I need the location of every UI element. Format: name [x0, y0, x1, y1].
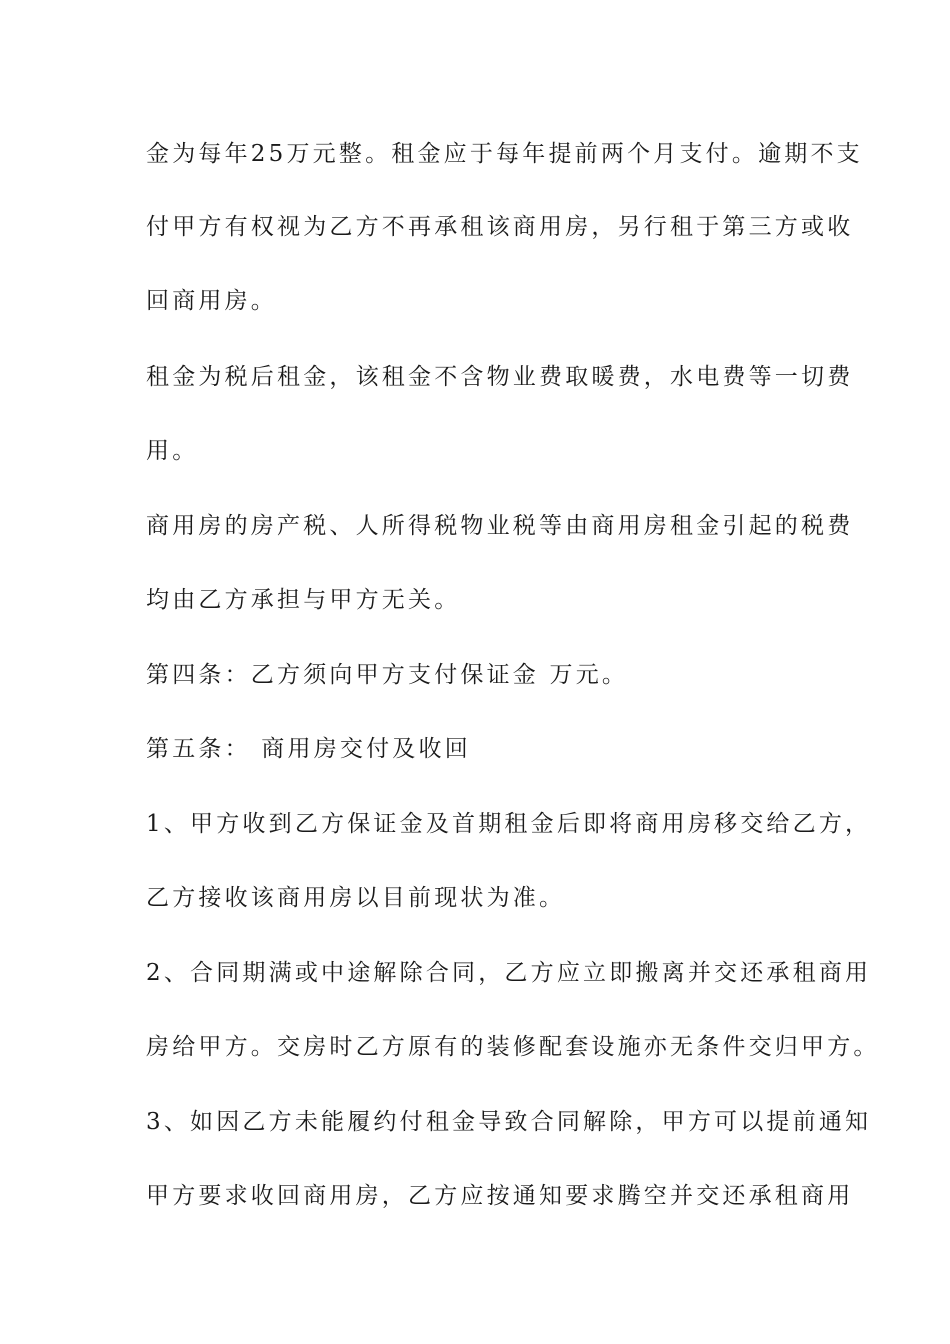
text-line-13: 房给甲方。交房时乙方原有的装修配套设施亦无条件交归甲方。	[146, 1034, 880, 1060]
text-line-4: 租金为税后租金，该租金不含物业费取暖费，水电费等一切费	[146, 364, 854, 390]
text-line-14: 3、如因乙方未能履约付租金导致合同解除，甲方可以提前通知	[146, 1109, 872, 1135]
text-line-15: 甲方要求收回商用房，乙方应按通知要求腾空并交还承租商用	[146, 1183, 854, 1209]
text-line-7: 均由乙方承担与甲方无关。	[146, 587, 461, 613]
text-line-6: 商用房的房产税、人所得税物业税等由商用房租金引起的税费	[146, 513, 854, 539]
text-line-11: 乙方接收该商用房以目前现状为准。	[146, 885, 566, 911]
text-line-1: 金为每年25万元整。租金应于每年提前两个月支付。逾期不支	[146, 141, 863, 167]
text-line-3: 回商用房。	[146, 288, 277, 314]
article-five-heading: 第五条： 商用房交付及收回	[146, 736, 471, 762]
text-line-2: 付甲方有权视为乙方不再承租该商用房，另行租于第三方或收	[146, 214, 854, 240]
text-line-5: 用。	[146, 438, 199, 464]
article-four-line: 第四条：乙方须向甲方支付保证金 万元。	[146, 662, 629, 688]
text-line-10: 1、甲方收到乙方保证金及首期租金后即将商用房移交给乙方，	[146, 811, 872, 837]
text-line-12: 2、合同期满或中途解除合同，乙方应立即搬离并交还承租商用	[146, 960, 872, 986]
